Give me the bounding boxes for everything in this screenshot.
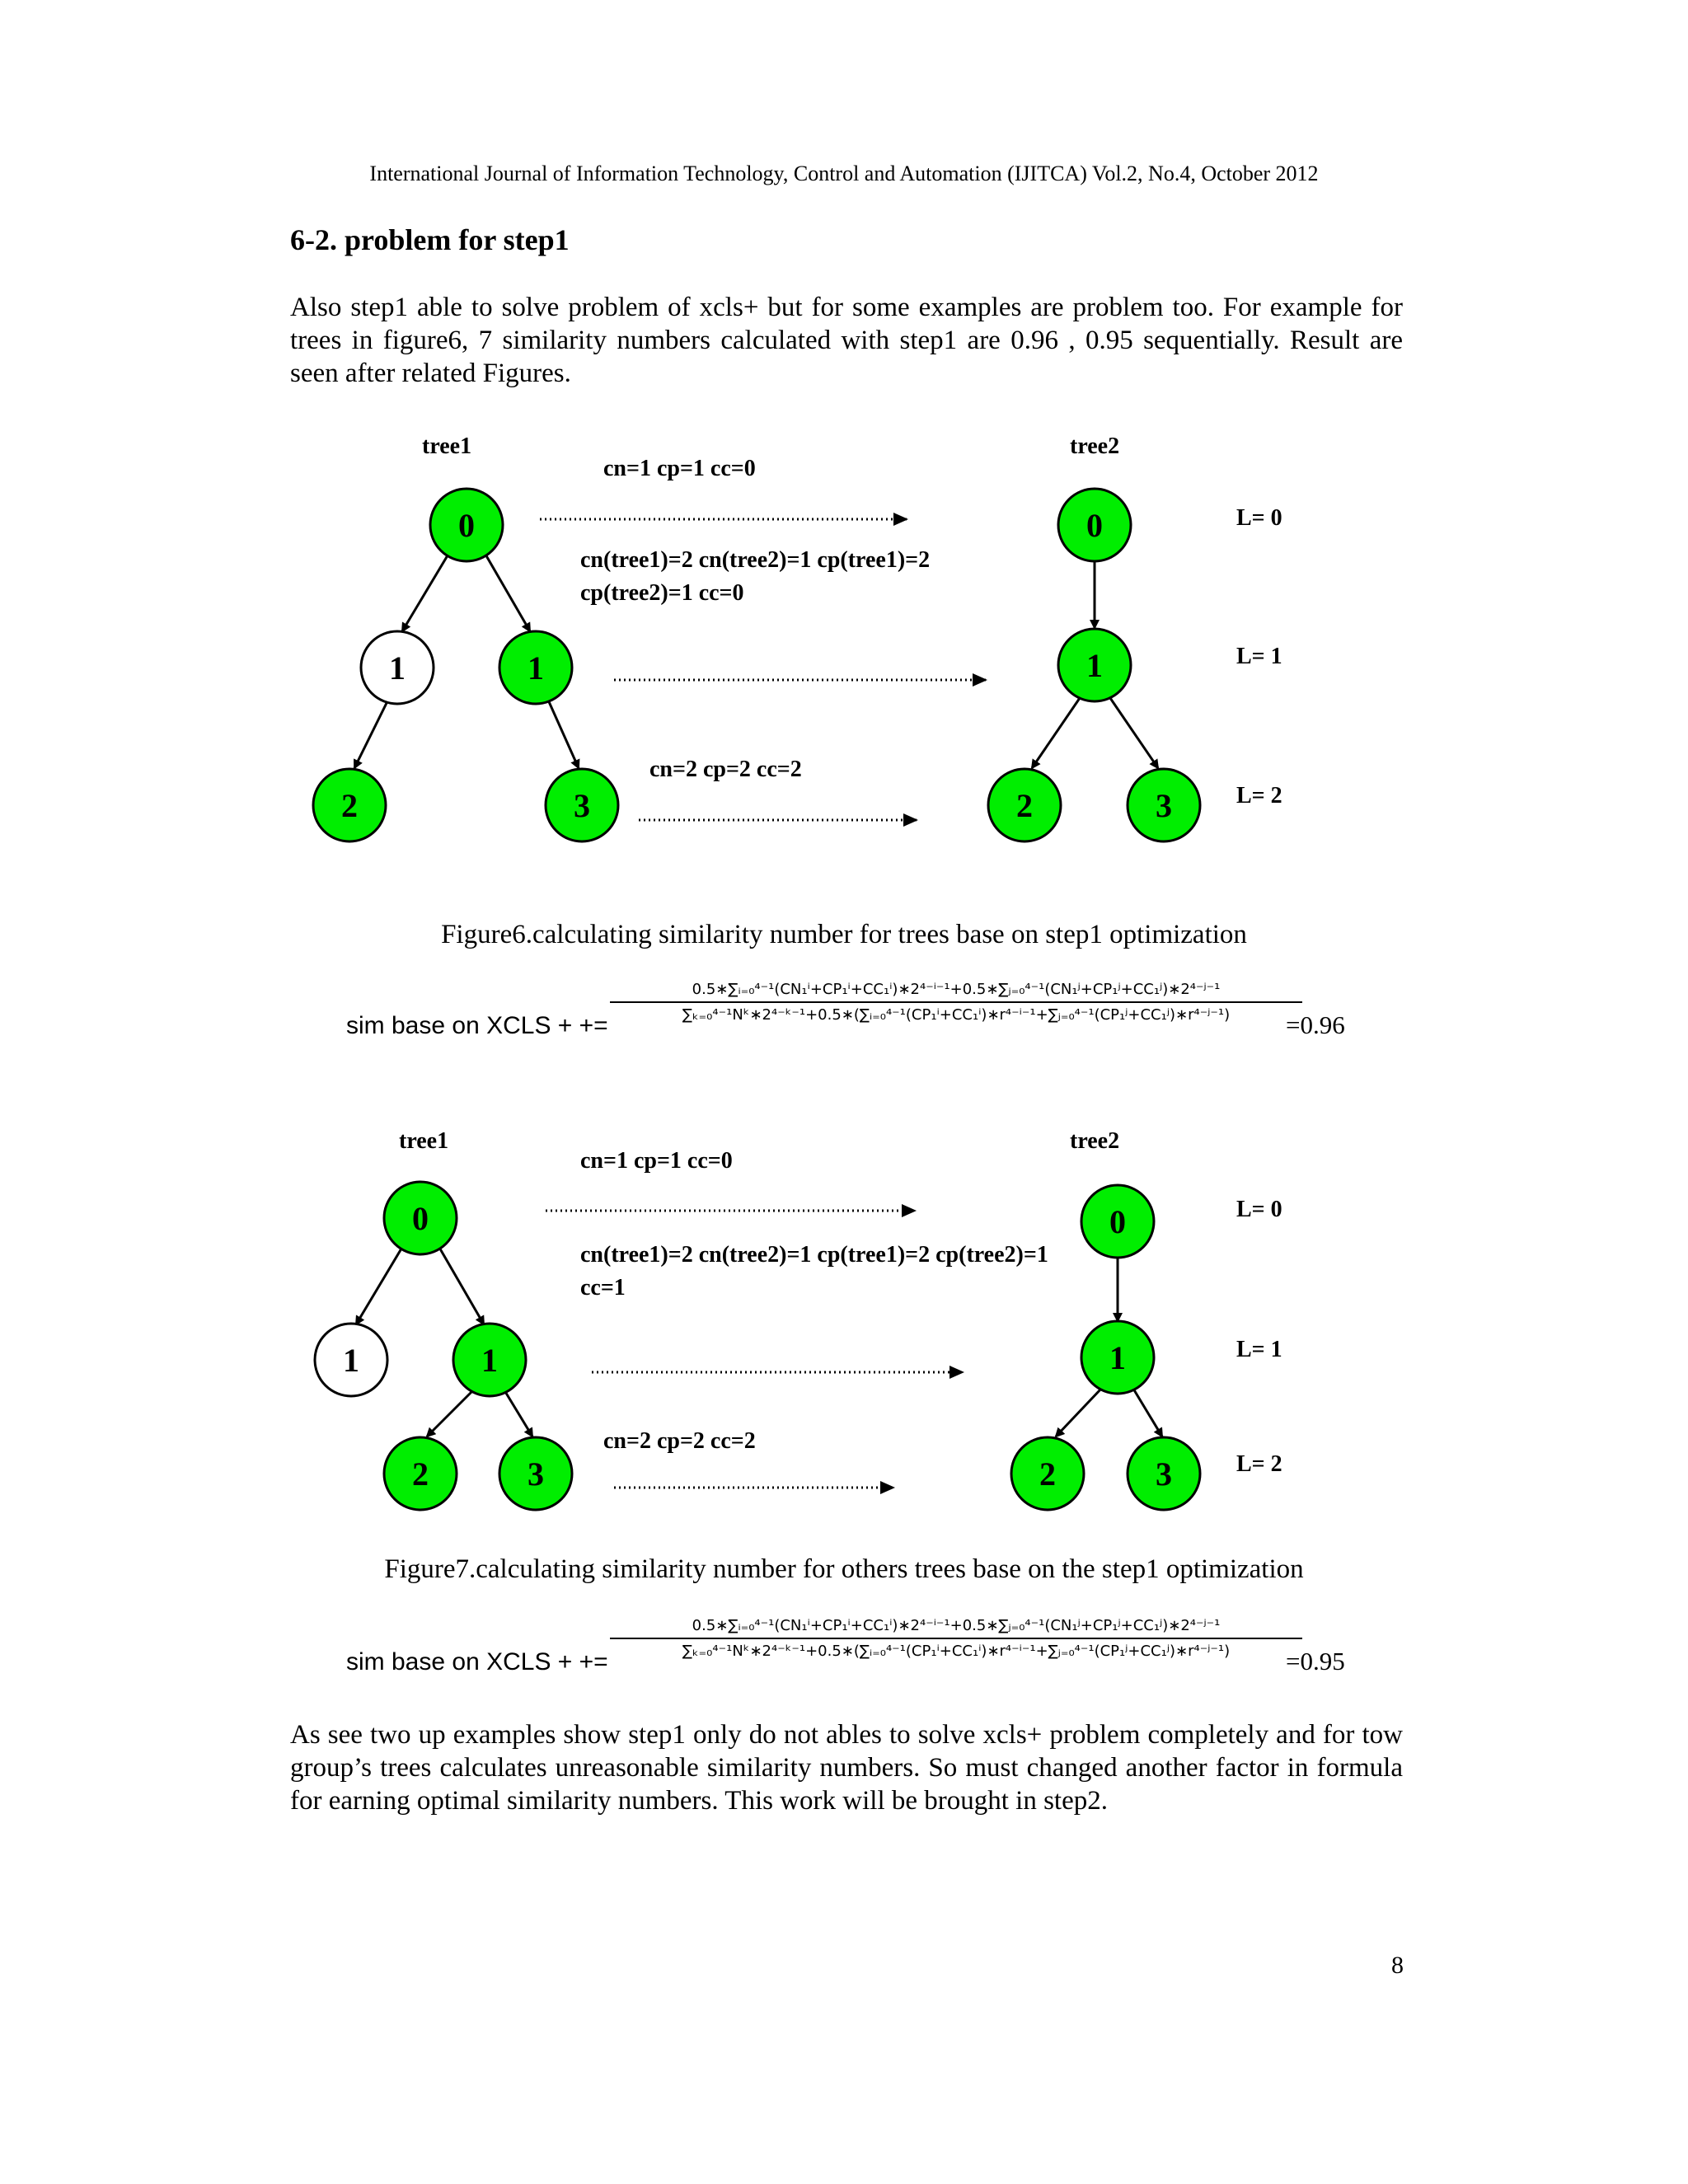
fig7-tree1-node	[384, 1437, 457, 1510]
fig7-tree1-edge	[435, 1240, 484, 1324]
svg-text:3: 3	[574, 787, 590, 824]
equation1-result: =0.96	[1286, 1010, 1345, 1039]
running-header: International Journal of Information Technology, Control and Automation (IJITCA) Vol.2, No.4, October 2012	[369, 162, 1319, 185]
fig6-tree1-node	[361, 631, 434, 704]
fig7-tree1-label: tree1	[399, 1128, 449, 1154]
fig7-tree2-label: tree2	[1070, 1128, 1120, 1154]
svg-text:3: 3	[1156, 1455, 1172, 1493]
svg-text:1: 1	[528, 649, 544, 687]
fig7-tree1-node	[384, 1182, 457, 1254]
svg-text:1: 1	[1109, 1339, 1126, 1376]
similarity-equation-1	[346, 981, 1418, 1071]
equation1-lhs: sim base on XCLS + +=	[346, 1012, 608, 1039]
fig7-level-1: L= 1	[1236, 1337, 1282, 1362]
fig7-level-0: L= 0	[1236, 1197, 1282, 1222]
svg-text:3: 3	[1156, 787, 1172, 824]
svg-text:0: 0	[412, 1200, 429, 1237]
svg-text:1: 1	[481, 1342, 498, 1379]
equation2-lhs: sim base on XCLS + +=	[346, 1648, 608, 1675]
fig6-level-2: L= 2	[1236, 783, 1282, 808]
figure6-caption: Figure6.calculating similarity number for trees base on step1 optimization	[441, 920, 1247, 949]
fig6-level-0: L= 0	[1236, 505, 1282, 531]
svg-text:3: 3	[528, 1455, 544, 1493]
equation2-fraction	[610, 1617, 1302, 1660]
fig7-tree1-node	[453, 1324, 526, 1396]
svg-text:2: 2	[1016, 787, 1033, 824]
equation1-fraction	[610, 981, 1302, 1024]
svg-text:2: 2	[1039, 1455, 1056, 1493]
svg-text:0: 0	[1109, 1203, 1126, 1240]
equation1-numerator: 0.5∗∑ᵢ₌₀⁴⁻¹(CN₁ⁱ+CP₁ⁱ+CC₁ⁱ)∗2⁴⁻ⁱ⁻¹+0.5∗∑ⱼ₌₀⁴⁻¹(CN₁ʲ+CP₁ʲ+CC₁ʲ)∗2⁴⁻ʲ⁻¹	[610, 981, 1302, 1003]
fig7-row2-text: cn=2 cp=2 cc=2	[603, 1428, 756, 1454]
fig7-row1-text-a: cn(tree1)=2 cn(tree2)=1 cp(tree1)=2 cp(tree2)=1	[580, 1242, 1048, 1268]
equation2-denominator: ∑ₖ₌₀⁴⁻¹Nᵏ∗2⁴⁻ᵏ⁻¹+0.5∗(∑ᵢ₌₀⁴⁻¹(CP₁ⁱ+CC₁ⁱ)∗r⁴⁻ⁱ⁻¹+∑ⱼ₌₀⁴⁻¹(CP₁ʲ+CC₁ʲ)∗r⁴⁻ʲ⁻¹)	[682, 1643, 1231, 1660]
svg-text:0: 0	[1086, 507, 1103, 544]
figure7-caption: Figure7.calculating similarity number for others trees base on the step1 optimization	[384, 1554, 1304, 1584]
fig6-tree1-edge	[547, 698, 579, 768]
fig7-tree1-node	[315, 1324, 387, 1396]
fig6-row2-text: cn=2 cp=2 cc=2	[649, 757, 802, 782]
fig6-row0-text: cn=1 cp=1 cc=0	[603, 456, 756, 481]
similarity-equation-2	[346, 1617, 1418, 1708]
fig6-level-1: L= 1	[1236, 644, 1282, 669]
fig7-tree1-edge	[356, 1240, 406, 1324]
fig6-tree2-label: tree2	[1070, 434, 1120, 459]
svg-text:1: 1	[343, 1342, 359, 1379]
fig6-tree2-edge	[1110, 698, 1158, 768]
svg-text:0: 0	[458, 507, 475, 544]
equation2-result: =0.95	[1286, 1647, 1345, 1675]
fig7-tree1-node	[499, 1437, 572, 1510]
figure7-diagram	[0, 1108, 1688, 1521]
fig6-tree1-node	[313, 769, 386, 841]
fig6-tree2-node	[1058, 629, 1131, 701]
section-title: 6-2. problem for step1	[290, 223, 570, 256]
page-number: 8	[1391, 1952, 1404, 1979]
equation1-denominator: ∑ₖ₌₀⁴⁻¹Nᵏ∗2⁴⁻ᵏ⁻¹+0.5∗(∑ᵢ₌₀⁴⁻¹(CP₁ⁱ+CC₁ⁱ)∗r⁴⁻ⁱ⁻¹+∑ⱼ₌₀⁴⁻¹(CP₁ʲ+CC₁ʲ)∗r⁴⁻ʲ⁻¹)	[682, 1006, 1231, 1024]
fig6-tree1-node	[430, 489, 503, 561]
fig7-tree2-node	[1081, 1321, 1154, 1394]
intro-paragraph: Also step1 able to solve problem of xcls+ but for some examples are problem too. For example for trees in figure6, 7 similarity numbers calculated with step1 are 0.96 , 0.95 sequentially. Result are seen after related Figures.	[290, 293, 1403, 388]
fig7-tree1-edge	[504, 1390, 532, 1436]
svg-text:2: 2	[412, 1455, 429, 1493]
equation2-numerator: 0.5∗∑ᵢ₌₀⁴⁻¹(CN₁ⁱ+CP₁ⁱ+CC₁ⁱ)∗2⁴⁻ⁱ⁻¹+0.5∗∑ⱼ₌₀⁴⁻¹(CN₁ʲ+CP₁ʲ+CC₁ʲ)∗2⁴⁻ʲ⁻¹	[610, 1617, 1302, 1639]
fig7-tree2-edge	[1133, 1389, 1162, 1436]
fig6-tree2-node	[988, 769, 1061, 841]
fig7-tree2-node	[1128, 1437, 1200, 1510]
fig7-level-2: L= 2	[1236, 1451, 1282, 1477]
fig7-row1-text-b: cc=1	[580, 1275, 626, 1301]
fig6-tree2-node	[1128, 769, 1200, 841]
fig7-tree2-node	[1011, 1437, 1084, 1510]
fig6-tree1-node	[546, 769, 618, 841]
fig7-row0-text: cn=1 cp=1 cc=0	[580, 1148, 733, 1174]
fig6-tree1-edge	[354, 698, 389, 768]
svg-text:1: 1	[1086, 647, 1103, 684]
fig6-tree2-node	[1058, 489, 1131, 561]
fig7-tree2-node	[1081, 1185, 1154, 1258]
svg-text:1: 1	[389, 649, 406, 687]
fig6-tree1-edge	[402, 547, 452, 631]
fig6-tree1-node	[499, 631, 572, 704]
svg-text:2: 2	[341, 787, 358, 824]
fig7-tree2-edge	[1056, 1389, 1101, 1436]
fig6-tree1-edge	[481, 547, 530, 631]
figure6-diagram	[0, 412, 1688, 874]
conclusion-paragraph: As see two up examples show step1 only do not ables to solve xcls+ problem completely and for tow group’s trees calculates unreasonable similarity numbers. So must changed another factor in formula for earning optimal similarity numbers. This work will be brought in step2.	[290, 1720, 1403, 1816]
fig6-row1-text-b: cp(tree2)=1 cc=0	[580, 580, 744, 606]
fig6-tree1-label: tree1	[422, 434, 472, 459]
fig6-tree2-edge	[1032, 698, 1080, 768]
fig7-tree1-edge	[427, 1390, 473, 1436]
fig6-row1-text-a: cn(tree1)=2 cn(tree2)=1 cp(tree1)=2	[580, 547, 931, 573]
